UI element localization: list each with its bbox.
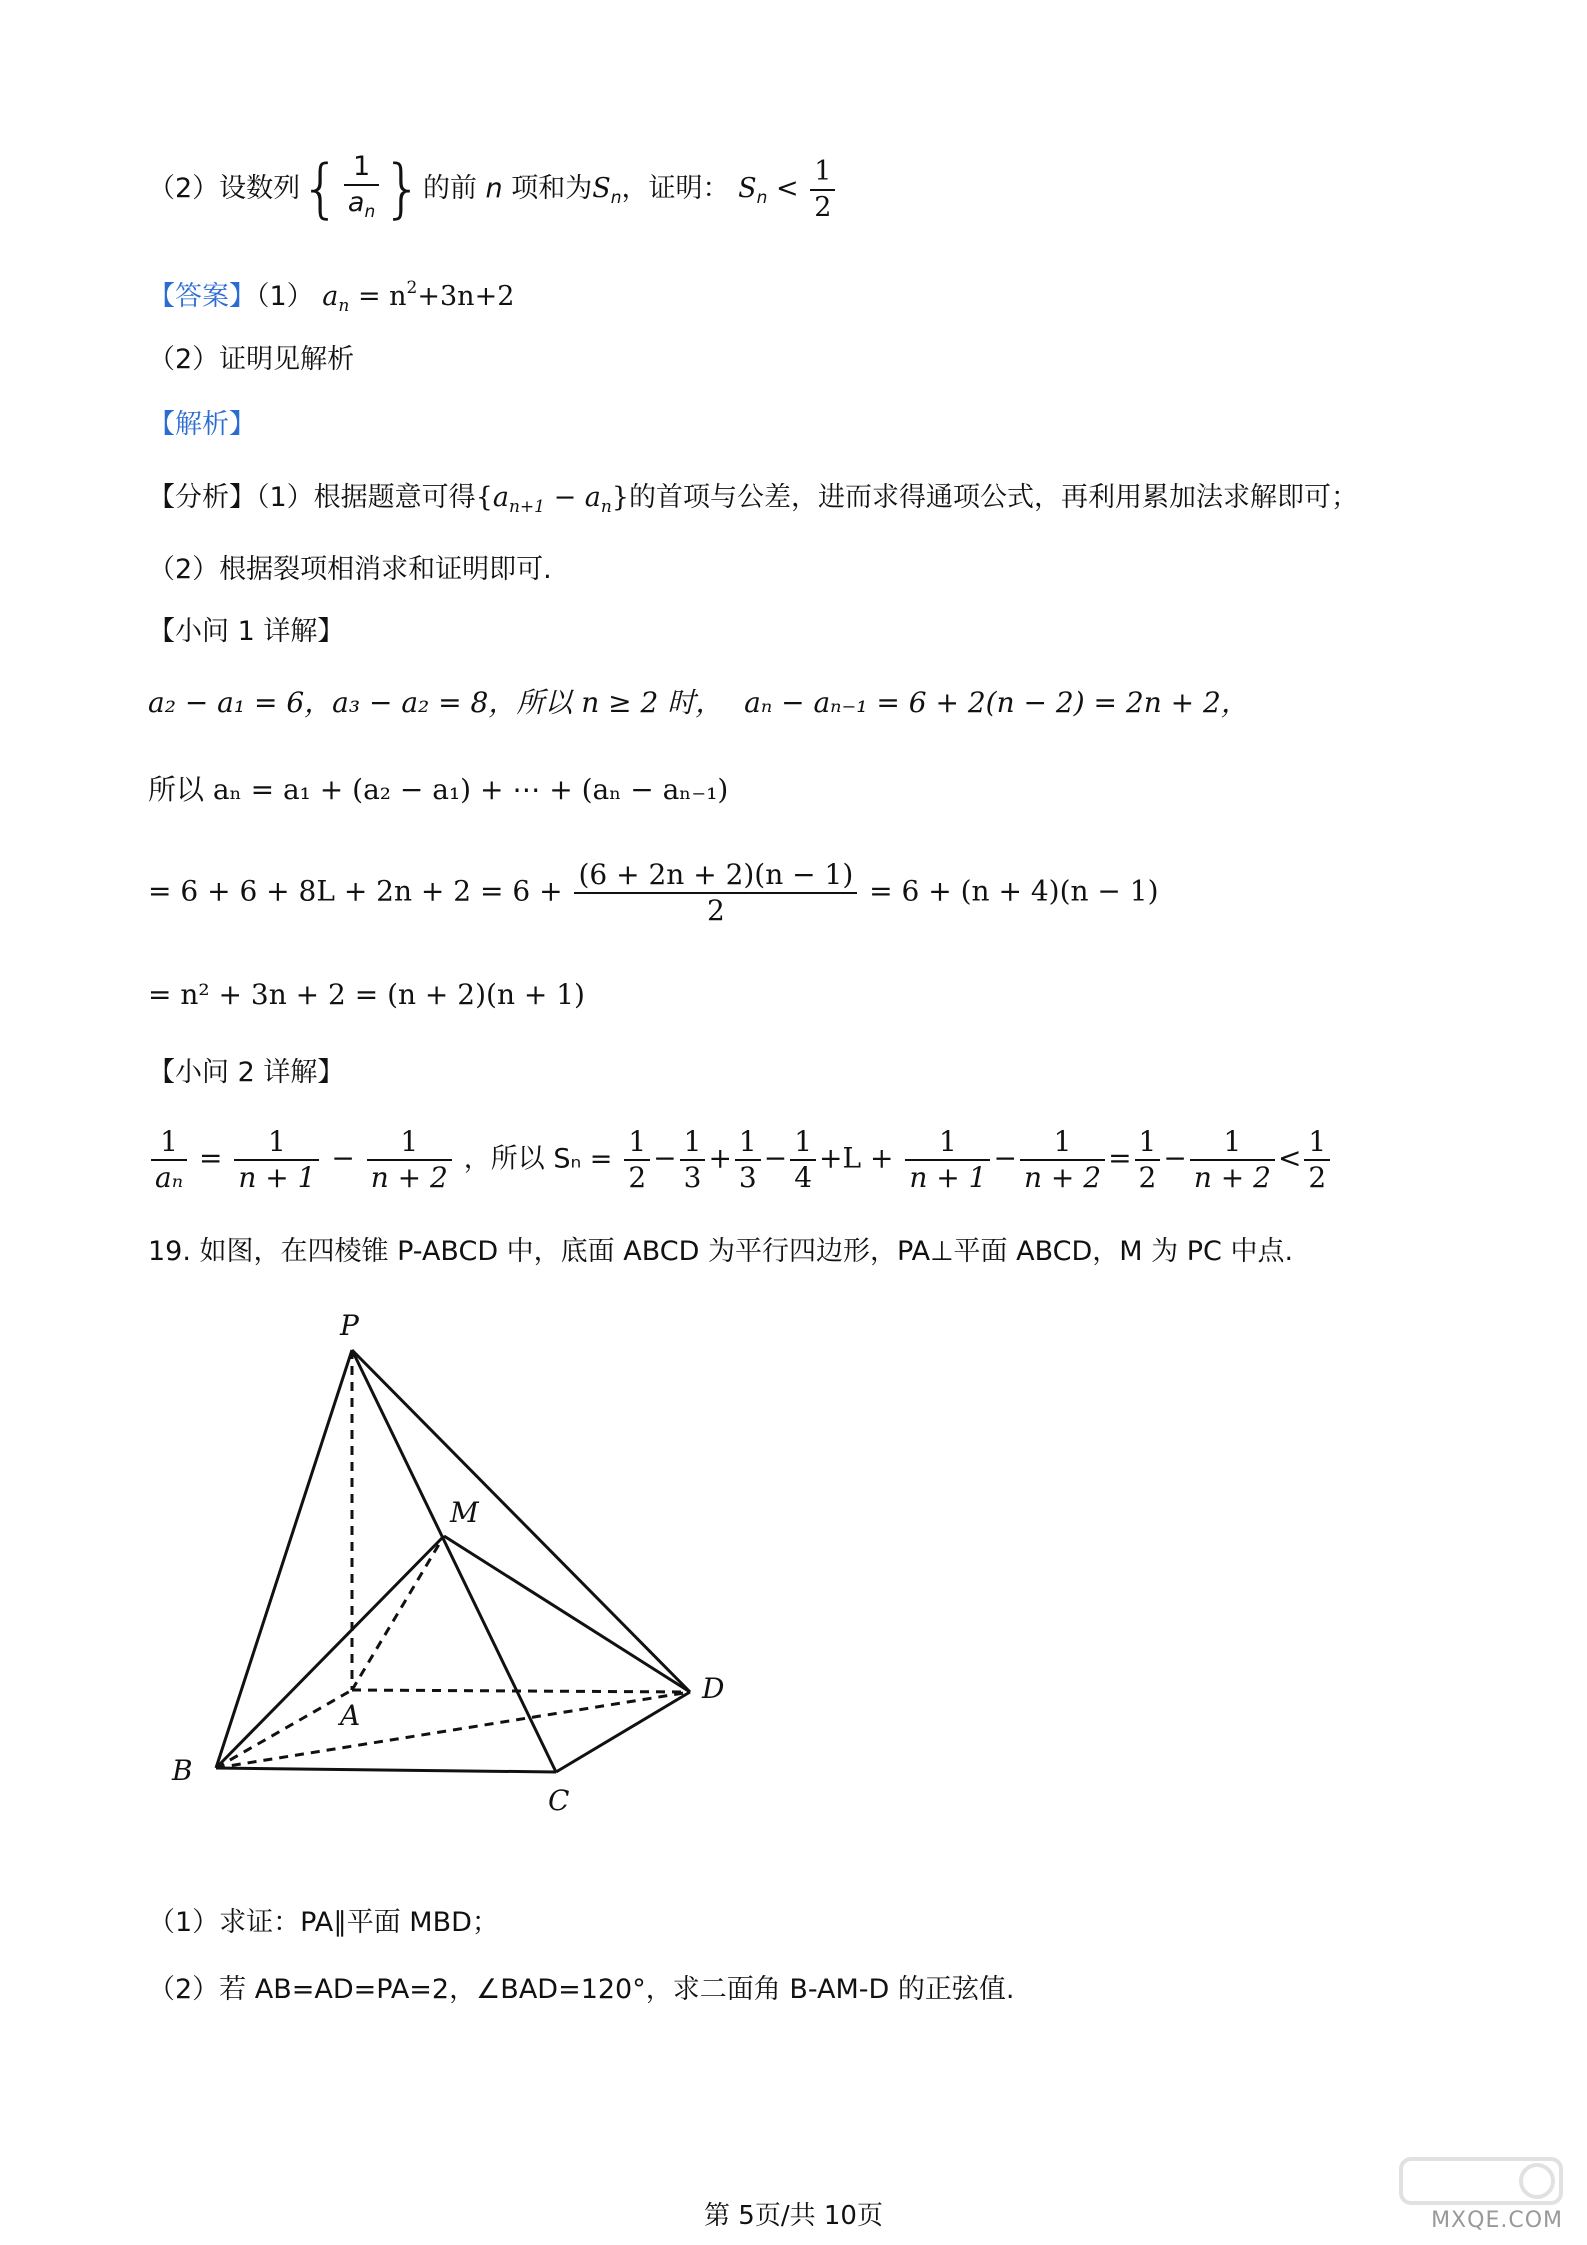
d2-f1-num: 1 xyxy=(151,1125,187,1161)
seq-a: a xyxy=(492,482,509,513)
label-B: B xyxy=(172,1754,193,1787)
edge-AD-hidden xyxy=(352,1690,690,1692)
answer-part1-prefix: （1） xyxy=(256,281,314,312)
d2-frac-s3 xyxy=(735,1125,761,1195)
q18-middle3: ，证明： xyxy=(621,173,730,204)
detail1-l1-a: a₂ − a₁ = 6，a₃ − a₂ = 8，所以 n ≥ 2 时， xyxy=(148,686,724,719)
d2-s9-den: 2 xyxy=(1308,1161,1327,1194)
d2-s7-den: 2 xyxy=(1138,1161,1157,1194)
seq-mid: − a xyxy=(545,482,601,513)
q19-part2: （2）若 AB=AD=PA=2，∠BAD=120°，求二面角 B-AM-D 的正弦值. xyxy=(148,1974,1015,2005)
answer-a-sub: n xyxy=(338,296,350,316)
analysis-tag: 【解析】 xyxy=(148,409,256,440)
label-C: C xyxy=(548,1784,570,1817)
detail1-frac-num: (6 + 2n + 2)(n − 1) xyxy=(574,858,857,894)
fenxi-line1: 【分析】（1）根据题意可得$\{a_{n+1} - a_n\}$的首项与公差，进而求得通项公式，再利用累加法求解即可； xyxy=(148,482,1359,517)
d2-frac-2 xyxy=(234,1125,319,1195)
fenxi-p1-a: （1）根据题意可得 xyxy=(256,482,476,513)
d2-f2-den: n + 1 xyxy=(238,1161,316,1194)
answer-tail: +3n+2 xyxy=(417,281,515,312)
half-den: 2 xyxy=(814,191,832,223)
edge-AM-hidden xyxy=(352,1536,444,1690)
d2-f1-den: aₙ xyxy=(155,1161,184,1194)
d2-minus-4: − xyxy=(993,1141,1017,1175)
edge-BC xyxy=(216,1768,556,1772)
d2-minus-2: − xyxy=(653,1141,677,1175)
detail1-l3-b: = 6 + (n + 4)(n − 1) xyxy=(869,874,1159,908)
fenxi-p1-b: 的首项与公差，进而求得通项公式，再利用累加法求解即可； xyxy=(629,482,1359,513)
q18-part2-line xyxy=(148,150,838,229)
label-M: M xyxy=(450,1496,479,1529)
d2-frac-s8 xyxy=(1190,1125,1275,1195)
frac-den-sub: n xyxy=(364,202,376,222)
detail1-line3 xyxy=(148,858,1159,928)
d2-s1-num: 1 xyxy=(624,1125,650,1161)
d2-frac-s1 xyxy=(624,1125,650,1195)
d2-lt: < xyxy=(1277,1141,1302,1175)
d2-plus: + xyxy=(708,1141,732,1175)
edge-BM xyxy=(216,1536,444,1768)
q19-part1: （1）求证：PA∥平面 MBD； xyxy=(148,1907,499,1938)
d2-frac-s7 xyxy=(1135,1125,1161,1195)
d2-s7-num: 1 xyxy=(1135,1125,1161,1161)
detail2-title: 【小问 2 详解】 xyxy=(148,1057,345,1088)
d2-f3-num: 1 xyxy=(367,1125,452,1161)
half-num: 1 xyxy=(810,155,835,191)
brace-right: } xyxy=(382,152,423,227)
label-D: D xyxy=(702,1672,725,1705)
fenxi-tag: 【分析】 xyxy=(148,482,256,513)
detail1-line2: 所以 aₙ = a₁ + (a₂ − a₁) + ⋯ + (aₙ − aₙ₋₁) xyxy=(148,773,729,806)
label-A: A xyxy=(340,1699,361,1732)
d2-frac-s4 xyxy=(790,1125,816,1195)
q18-middle2: 项和为 xyxy=(511,173,593,204)
d2-s5-num: 1 xyxy=(905,1125,990,1161)
answer-line xyxy=(148,268,514,326)
d2-s6-den: n + 2 xyxy=(1023,1161,1102,1194)
answer-eq: = n xyxy=(357,281,407,312)
d2-frac-s5 xyxy=(905,1125,990,1195)
seq-sub2: n xyxy=(600,497,612,517)
q18-lt: < xyxy=(776,173,799,204)
edge-PC xyxy=(352,1350,556,1772)
q18-n: n xyxy=(485,173,503,204)
d2-eq: = xyxy=(198,1141,223,1175)
d2-s8-num: 1 xyxy=(1190,1125,1275,1161)
detail1-fraction xyxy=(574,858,857,928)
q19-stem: 19. 如图，在四棱锥 P-ABCD 中，底面 ABCD 为平行四边形，PA⊥平面 ABCD，M 为 PC 中点. xyxy=(148,1236,1294,1267)
seq-sub1: n+1 xyxy=(508,497,545,517)
page-footer: 第 5页/共 10页 xyxy=(704,2201,883,2231)
pyramid-figure xyxy=(150,1300,750,1820)
q18-S: S xyxy=(592,173,611,204)
d2-frac-3 xyxy=(367,1125,452,1195)
answer-part2: （2）证明见解析 xyxy=(148,344,355,375)
d2-frac-1 xyxy=(151,1125,187,1195)
detail1-line1 xyxy=(148,683,1249,723)
d2-s3-den: 3 xyxy=(738,1161,757,1194)
frac-num: 1 xyxy=(344,150,379,186)
half-fraction xyxy=(810,155,835,225)
q18-rhs-sub: n xyxy=(756,188,768,208)
fenxi-line2: （2）根据裂项相消求和证明即可. xyxy=(148,554,552,585)
q18-rhs-S: S xyxy=(738,173,757,204)
d2-s2-den: 3 xyxy=(683,1161,702,1194)
d2-s2-num: 1 xyxy=(680,1125,706,1161)
brace-left: { xyxy=(300,152,341,227)
detail1-frac-den: 2 xyxy=(706,894,725,927)
d2-s6-num: 1 xyxy=(1020,1125,1105,1161)
d2-s5-den: n + 1 xyxy=(909,1161,987,1194)
answer-sq: 2 xyxy=(406,278,418,298)
seq-fraction xyxy=(344,150,379,229)
edge-CD xyxy=(556,1692,690,1772)
d2-mid: ，所以 Sₙ = xyxy=(463,1143,613,1175)
edge-PD xyxy=(352,1350,690,1692)
answer-tag: 【答案】 xyxy=(148,281,256,312)
d2-f2-num: 1 xyxy=(234,1125,319,1161)
edge-BD-hidden xyxy=(216,1692,690,1768)
q18-middle: 的前 xyxy=(422,173,477,204)
d2-s8-den: n + 2 xyxy=(1193,1161,1271,1194)
edge-PB xyxy=(216,1350,352,1768)
d2-minus-1: − xyxy=(331,1141,355,1175)
d2-f3-den: n + 2 xyxy=(370,1161,448,1194)
watermark-text: MXQE.COM xyxy=(1431,2208,1563,2233)
d2-minus-3: − xyxy=(763,1141,788,1175)
d2-frac-s9 xyxy=(1304,1125,1330,1195)
d2-s3-num: 1 xyxy=(735,1125,761,1161)
detail1-title: 【小问 1 详解】 xyxy=(148,616,345,647)
d2-frac-s6 xyxy=(1020,1125,1105,1195)
d2-frac-s2 xyxy=(680,1125,706,1195)
detail2-line xyxy=(148,1125,1333,1195)
q18-S-sub: n xyxy=(610,188,622,208)
d2-ell: +L + xyxy=(819,1141,894,1175)
answer-a: a xyxy=(322,281,339,312)
detail1-line4: = n² + 3n + 2 = (n + 2)(n + 1) xyxy=(148,978,585,1011)
d2-s4-den: 4 xyxy=(794,1161,813,1194)
q18-part2-prefix: （2）设数列 xyxy=(148,173,301,204)
frac-den-var: a xyxy=(347,187,365,218)
d2-s1-den: 2 xyxy=(628,1161,647,1194)
label-P: P xyxy=(340,1309,359,1342)
d2-minus-5: − xyxy=(1163,1141,1187,1175)
d2-s9-num: 1 xyxy=(1304,1125,1330,1161)
detail1-l3-a: = 6 + 6 + 8L + 2n + 2 = 6 + xyxy=(148,874,563,908)
d2-eq-2: = xyxy=(1108,1141,1132,1175)
detail1-l1-b: aₙ − aₙ₋₁ = 6 + 2(n − 2) = 2n + 2， xyxy=(744,686,1249,719)
d2-s4-num: 1 xyxy=(790,1125,816,1161)
